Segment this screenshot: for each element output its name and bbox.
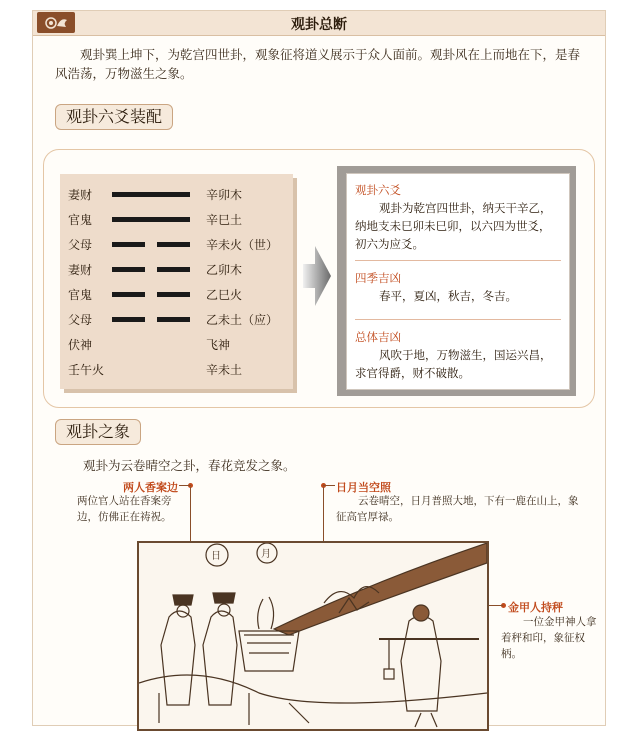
hex-row-label: 伏神 [68,338,93,352]
hex-row-fushen [60,359,293,379]
hex-row-ganzhi: 辛未土 [206,363,243,377]
card-text-yao: 观卦为乾宫四世卦，纳天干辛乙，纳地支未巳卯未巳卯，以六四为世爻，初六为应爻。 [355,201,552,251]
yang-line [112,217,190,222]
hex-row-label: 官鬼 [68,288,93,302]
hex-row-label: 妻财 [68,188,93,202]
hexagram-panel [60,174,293,389]
callout-title-incense: 两人香案边 [123,481,178,494]
yin-line [112,317,145,322]
hex-row-ganzhi: 辛未火（世） [206,238,279,252]
hex-row-label: 妻财 [68,263,93,277]
hex-row-label: 壬午火 [68,363,105,377]
page-frame [32,10,606,726]
hex-row [60,184,293,204]
arrow-right-icon [303,246,331,310]
callout-text-sunmoon: 云卷晴空，日月普照大地，下有一鹿在山上，象征高官厚禄。 [336,495,579,523]
yin-line [112,242,145,247]
card-text-seasons: 春平，夏凶，秋吉，冬吉。 [379,289,517,303]
hex-row [60,234,293,254]
sun-label: 日 [211,551,221,562]
hex-row [60,259,293,279]
callout-text-goldarmor: 一位金甲神人拿着秤和印，象征权柄。 [501,616,597,660]
callout-title-goldarmor: 金甲人持秤 [508,601,563,614]
page-title: 观卦总断 [291,17,347,33]
callout-text-incense: 两位官人站在香案旁边，仿佛正在祷祝。 [77,495,172,523]
hex-row-ganzhi: 乙未土（应） [206,313,279,327]
yin-line [157,267,190,272]
yin-line [112,267,145,272]
card-heading-overall: 总体吉凶 [355,330,401,344]
card-heading-yao: 观卦六爻 [355,183,401,197]
yin-line [112,292,145,297]
hex-row-ganzhi: 飞神 [206,338,231,352]
xiang-description: 观卦为云卷晴空之卦，春花竞发之象。 [83,458,296,473]
hex-row-ganzhi: 辛巳土 [206,213,243,227]
hex-row-ganzhi: 乙巳火 [206,288,243,302]
yin-line [157,292,190,297]
divider [355,319,561,320]
hex-row-label: 官鬼 [68,213,93,227]
yang-line [112,192,190,197]
card-heading-seasons: 四季吉凶 [355,271,401,285]
hex-row-ganzhi: 乙卯木 [206,263,243,277]
hex-row [60,284,293,304]
yin-line [157,317,190,322]
hex-row-ganzhi: 辛卯木 [206,188,243,202]
callout-title-sunmoon: 日月当空照 [336,481,391,494]
divider [355,260,561,261]
callout-leader [179,485,191,486]
section-title-yao: 观卦六爻装配 [55,104,173,130]
hex-row-label: 父母 [68,313,93,327]
hex-row-fushen [60,334,293,354]
card-text-overall: 风吹于地，万物滋生，国运兴昌，求官得爵，财不破散。 [355,348,552,380]
info-card [346,173,570,390]
callout-leader [323,485,335,486]
woodcut-illustration [137,541,489,731]
section-title-xiang: 观卦之象 [55,419,141,445]
hex-row [60,309,293,329]
hex-row-label: 父母 [68,238,93,252]
header-bar [33,11,605,36]
moon-label: 月 [261,549,271,560]
intro-paragraph: 观卦巽上坤下，为乾宫四世卦，观象征将道义展示于众人面前。观卦风在上而地在下，是春风浩荡，万物滋生之象。 [55,47,581,81]
yin-line [157,242,190,247]
hex-row [60,209,293,229]
